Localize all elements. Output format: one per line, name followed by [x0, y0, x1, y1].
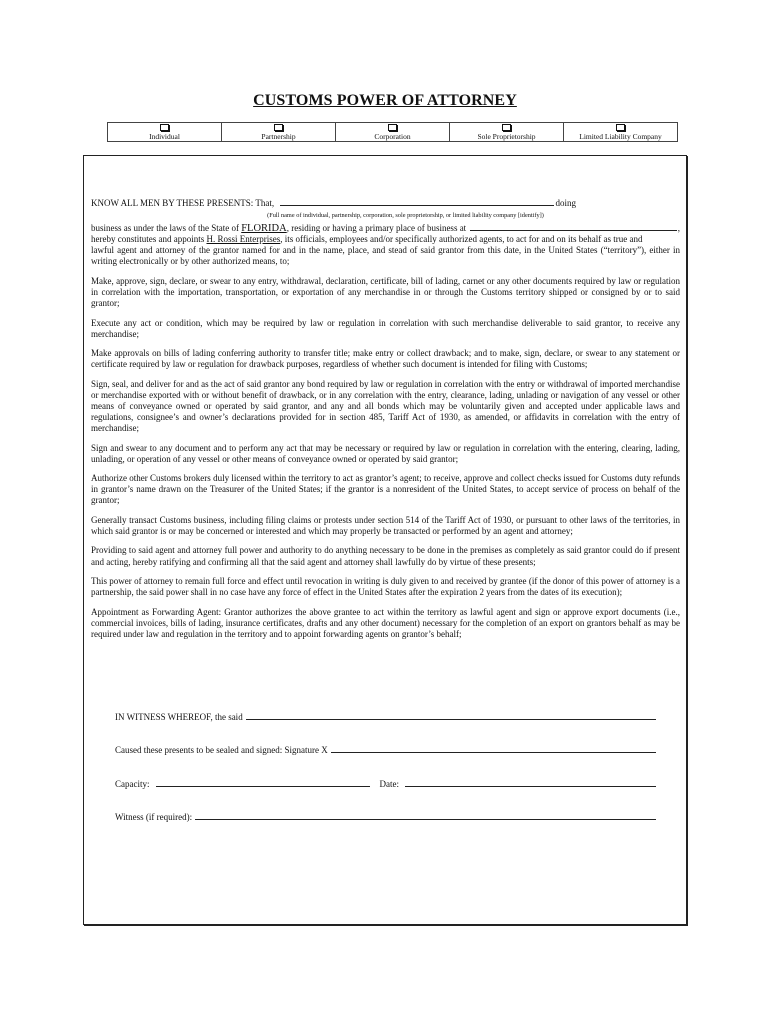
individual-checkbox[interactable] — [160, 124, 169, 131]
form-body-text — [91, 197, 680, 648]
corporation-checkbox[interactable] — [388, 124, 397, 131]
entity-label: Corporation — [374, 132, 411, 141]
signature-field[interactable] — [331, 744, 656, 753]
capacity-date-line — [115, 778, 657, 789]
entity-option-sole-proprietorship[interactable] — [450, 123, 564, 141]
entity-type-table — [107, 122, 678, 142]
know-all-text: KNOW ALL MEN BY THESE PRESENTS: That, — [91, 198, 275, 208]
capacity-field[interactable] — [156, 778, 370, 787]
entity-label: Partnership — [261, 132, 296, 141]
appoints-text: hereby constitutes and appoints — [91, 234, 205, 245]
state-value: FLORIDA — [241, 223, 287, 235]
partnership-checkbox[interactable] — [274, 124, 283, 131]
witness-label: Witness (if required): — [115, 812, 193, 822]
grantor-name-field[interactable] — [280, 197, 554, 206]
capacity-label: Capacity: — [115, 779, 150, 789]
state-line-text: business as under the laws of the State of — [91, 223, 239, 234]
entity-option-individual[interactable] — [108, 123, 222, 141]
agent-name: H. Rossi Enterprises — [206, 234, 281, 245]
paragraph: Authorize other Customs brokers duly licensed within the territory to act as grantor’s agent; to receive, approve and collect checks issued for Customs duty refunds in grantor’s name drawn on the Treasurer of the United States; if the grantor is a nonresident of the United States, to accept service of process on behalf of the grantor; — [91, 473, 680, 506]
entity-option-corporation[interactable] — [336, 123, 450, 141]
doing-text: doing — [555, 198, 576, 208]
intro-rest-paragraph: lawful agent and attorney of the grantor named for and in the name, place, and stead of said grantor from this date, in the United States (“territory”), either in writing electronically or by other authorized means, to; — [91, 245, 680, 267]
date-field[interactable] — [405, 778, 656, 787]
paragraph: Providing to said agent and attorney full power and authority to do anything necessary to be done in the premises as completely as said grantor could do if present and acting, hereby ratifying and confirming all that the said agent and attorney shall lawfully do by virtue of these presents; — [91, 545, 680, 567]
entity-label: Sole Proprietorship — [477, 132, 536, 141]
grantor-name-line — [91, 197, 680, 209]
entity-label: Individual — [149, 132, 180, 141]
agent-line-text: , its officials, employees and/or specifically authorized agents, to act for and on its behalf as true and — [280, 234, 643, 245]
llc-checkbox[interactable] — [616, 124, 625, 131]
grantor-field[interactable] — [246, 711, 656, 720]
entity-label: Limited Liability Company — [579, 132, 662, 141]
entity-option-llc[interactable] — [564, 123, 677, 141]
witness-whereof-text: IN WITNESS WHEREOF, the said — [115, 712, 243, 722]
witness-line — [115, 811, 657, 822]
grantor-name-caption: (Full name of individual, partnership, corporation, sole proprietorship, or limited liability company [identify]) — [267, 212, 544, 220]
entity-option-partnership[interactable] — [222, 123, 336, 141]
paragraph: Make approvals on bills of lading conferring authority to transfer title; make entry or collect drawback; and to make, sign, declare, or swear to any statement or certificate required by law or regulation for drawback purposes, regardless of whether such document is intended for filing with Customs; — [91, 348, 680, 370]
paragraph: Make, approve, sign, declare, or swear to any entry, withdrawal, declaration, certificate, bill of lading, carnet or any other documents required by law or regulation in correlation with the importation, transportation, or exportation of any merchandise in or through the Customs territory shipped or consigned by or to said grantor; — [91, 275, 680, 309]
document-title: CUSTOMS POWER OF ATTORNEY — [253, 92, 517, 109]
paragraph: Generally transact Customs business, including filing claims or protests under section 514 of the Tariff Act of 1930, or pursuant to other laws of the territories, in which said grantor is or may be concerned or interested and which may properly be transacted or performed by an agent and attorney; — [91, 514, 680, 536]
agent-line — [91, 234, 680, 245]
address-line-text: , residing or having a primary place of business at — [286, 223, 467, 234]
witness-field[interactable] — [195, 811, 656, 820]
paragraph: Sign and swear to any document and to perform any act that may be necessary or required by law or regulation in correlation with the entering, clearing, lading, unlading, or operation of any vessel or other means of conveyance owned or operated by said grantor; — [91, 442, 680, 464]
date-label: Date: — [379, 779, 399, 789]
signature-line — [115, 744, 657, 755]
paragraph: This power of attorney to remain full force and effect until revocation in writing is duly given to and received by grantee (if the donor of this power of attorney is a partnership, the said power shall in no case have any force of effect in the United States after the expiration 2 years from the dates of its execution); — [91, 576, 680, 598]
signature-text: Caused these presents to be sealed and signed: Signature X — [115, 745, 328, 755]
state-address-line — [91, 222, 680, 234]
paragraph: Execute any act or condition, which may be required by law or regulation in correlation with such merchandise deliverable to said grantor, to receive any merchandise; — [91, 317, 680, 339]
paragraph: Appointment as Forwarding Agent: Grantor authorizes the above grantee to act within the territory as lawful agent and sign or approve export documents (i.e., commercial invoices, bills of lading, insurance certificates, drafts and any other document) necessary for the completion of an export on grantors behalf as may be required under law and regulation in the territory and to appoint forwarding agents on grantor’s behalf; — [91, 606, 680, 639]
sole-proprietorship-checkbox[interactable] — [502, 124, 511, 131]
business-address-field[interactable] — [470, 222, 677, 231]
paragraph: Sign, seal, and deliver for and as the act of said grantor any bond required by law or regulation in correlation with the entry or withdrawal of imported merchandise or merchandise exported with or without benefit of drawback, or in any correlation with the entry, clearance, lading, unlading or navigation of any vessel or other means of conveyance owned or operated by said grantor, and any and all bonds which may be voluntarily given and accepted under applicable laws and regulations, consignee’s and owner’s declarations provided for in section 485, Tariff Act of 1930, as amended, or affidavits in correlation with the entry of merchandise; — [91, 378, 680, 434]
witness-whereof-line — [115, 711, 657, 722]
comma-text: , — [677, 223, 680, 234]
